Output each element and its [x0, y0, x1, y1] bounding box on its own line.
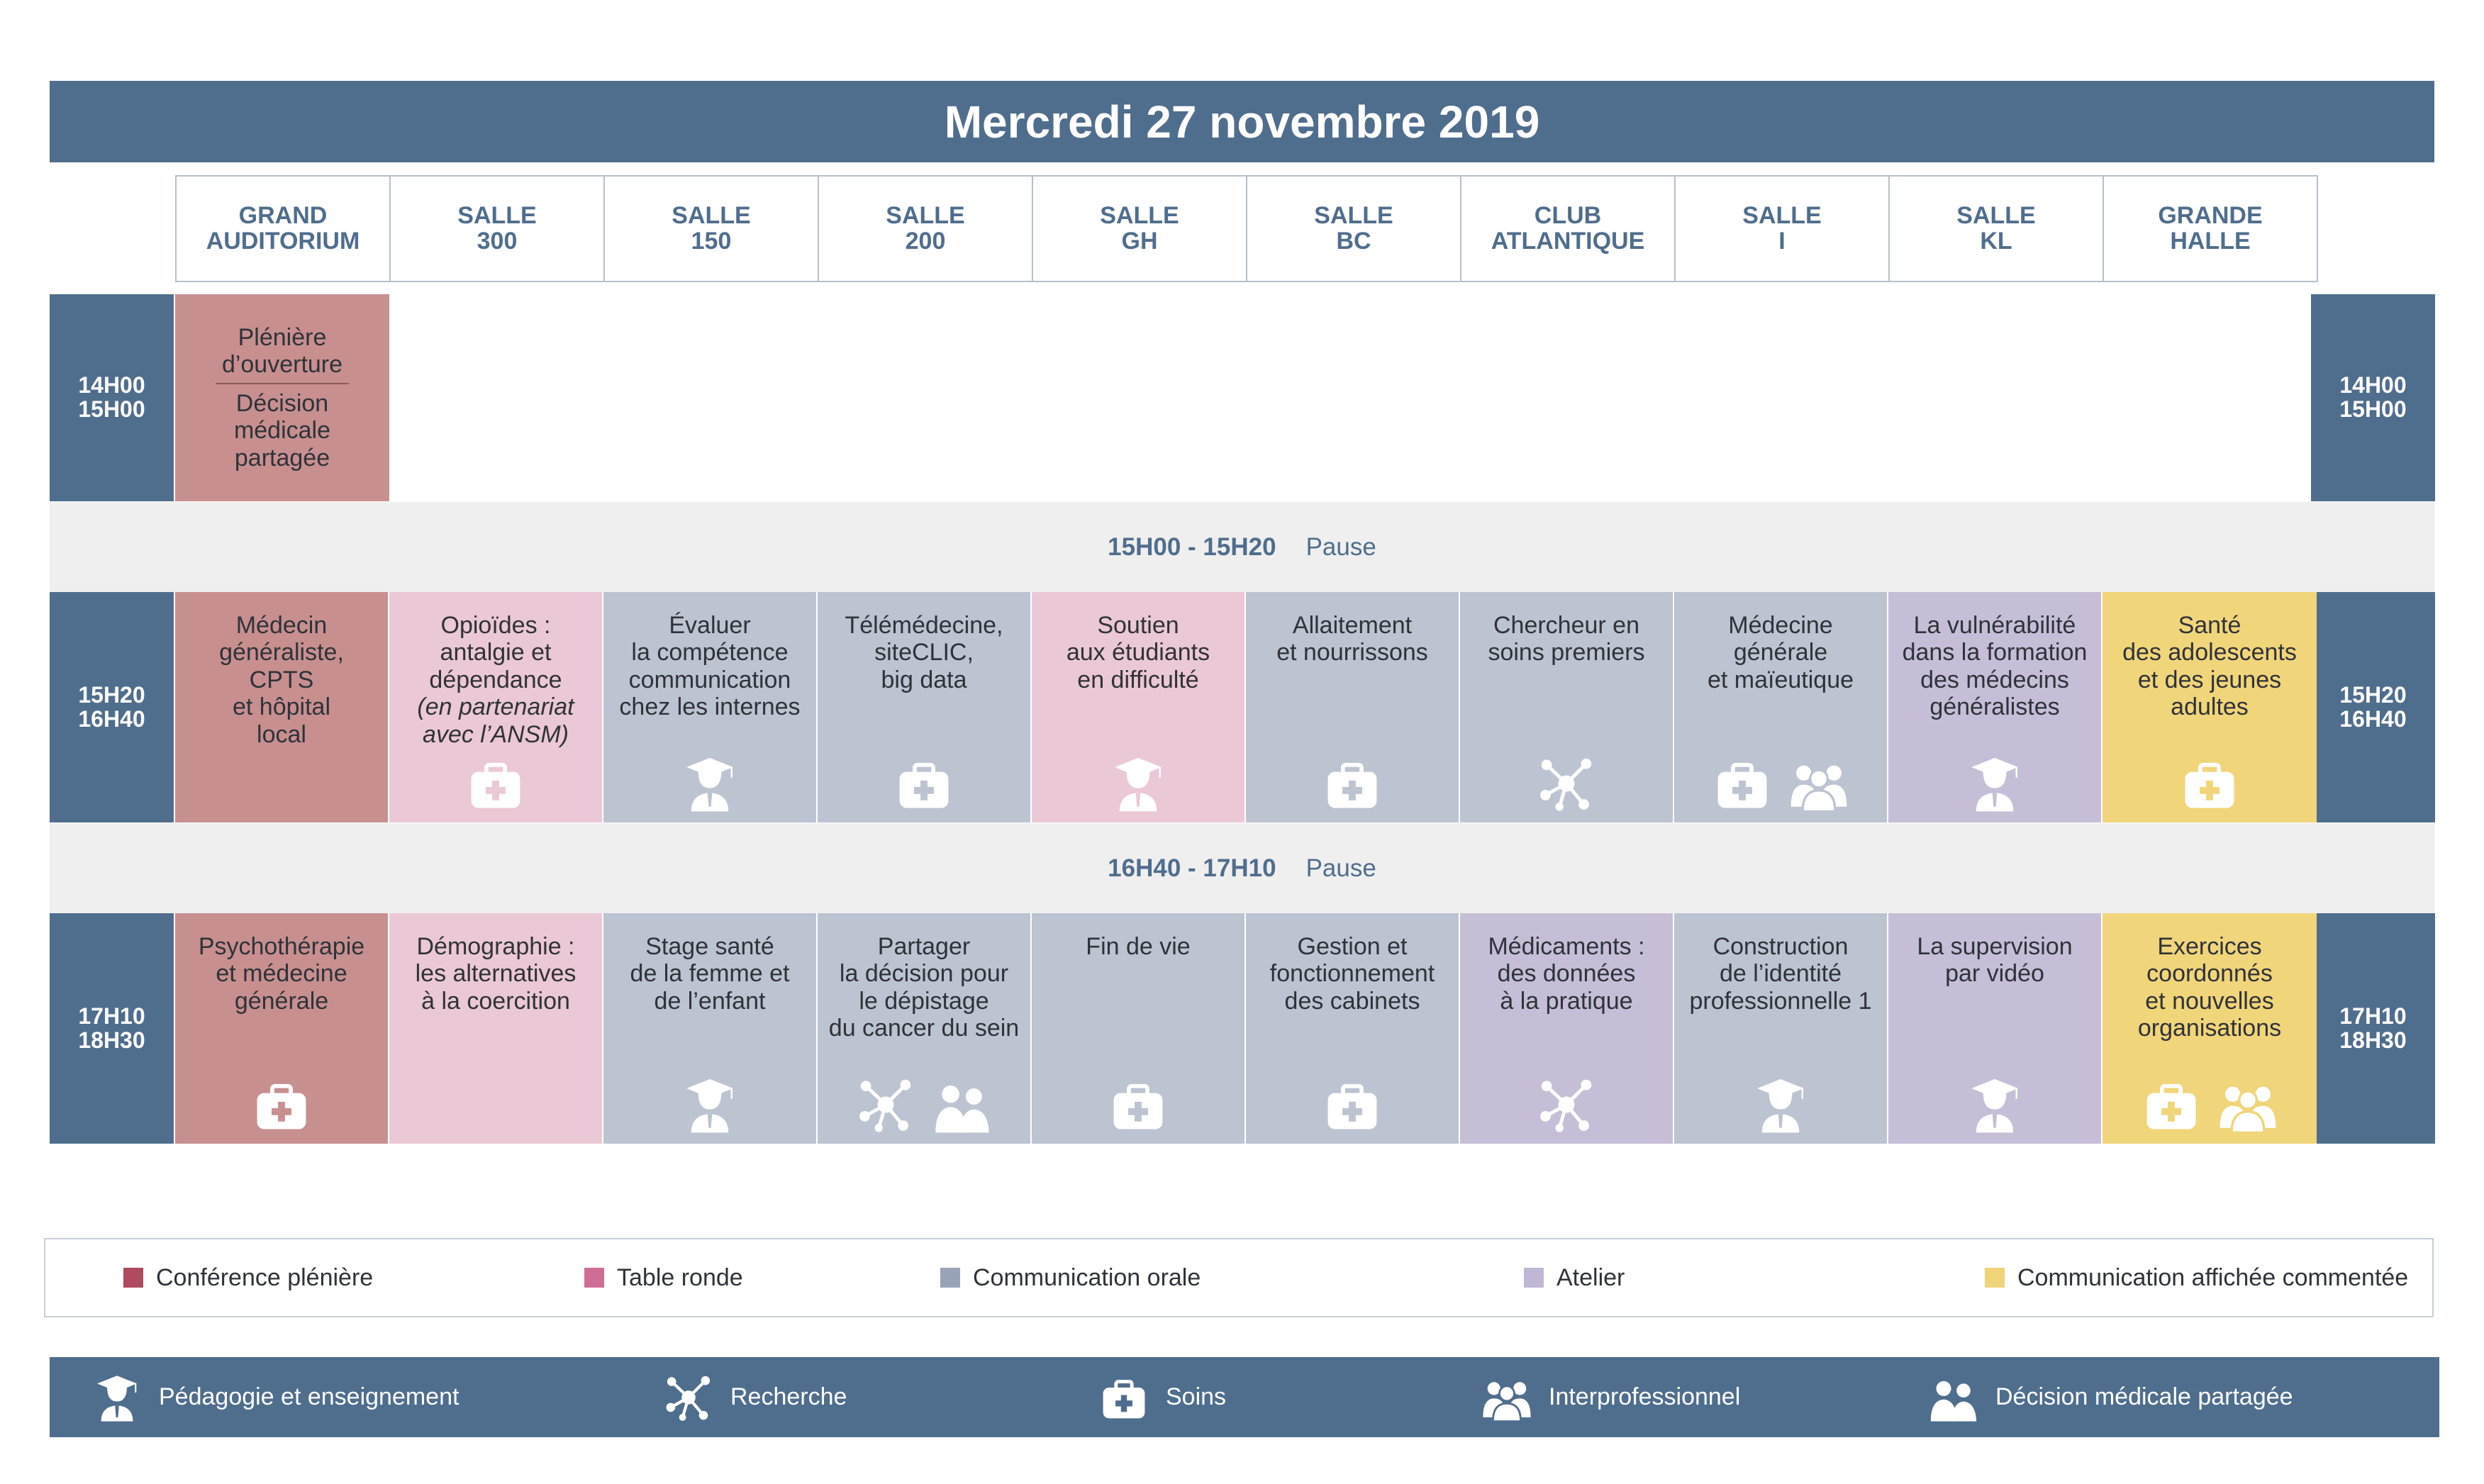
session-cell[interactable]	[1460, 592, 1673, 822]
session-cell[interactable]	[2103, 592, 2317, 822]
soins-icon	[252, 1076, 311, 1134]
session-icons	[818, 754, 1030, 813]
legend-item	[940, 1239, 1201, 1316]
recherche-icon	[1537, 1076, 1595, 1134]
room-header	[2103, 175, 2318, 282]
slot-end-time: 18H30	[78, 1027, 145, 1053]
session-title: Évaluer la compétence communication chez les internes	[619, 612, 801, 721]
time-slot-left	[50, 294, 174, 501]
slot-end-time: 15H00	[2339, 396, 2407, 422]
session-icons	[1246, 754, 1459, 813]
session-cell[interactable]	[1246, 913, 1459, 1144]
icon-legend-label: Pédagogie et enseignement	[159, 1383, 460, 1410]
room-header	[175, 175, 391, 282]
session-title: Exercices coordonnés et nouvelles organisations	[2137, 933, 2282, 1042]
room-name-line1: SALLE	[886, 201, 965, 229]
session-cell[interactable]	[1888, 913, 2101, 1144]
decision-icon	[1929, 1373, 1978, 1422]
recherche-icon	[664, 1373, 713, 1422]
session-cell[interactable]	[175, 592, 388, 822]
time-slot-right	[2311, 294, 2435, 501]
interpro-icon	[2219, 1076, 2277, 1134]
interpro-icon	[1482, 1373, 1532, 1422]
slot-start-time: 14H00	[2339, 372, 2407, 398]
session-icons	[1032, 754, 1244, 813]
session-icons	[2103, 754, 2317, 813]
pedagogie-icon	[1109, 754, 1167, 813]
room-name-line1: SALLE	[1100, 201, 1179, 229]
session-cell[interactable]	[1888, 592, 2101, 822]
session-icons	[1674, 1076, 1887, 1134]
legend-item	[123, 1239, 373, 1316]
legend-swatch	[1524, 1268, 1544, 1288]
soins-icon	[1323, 1076, 1381, 1134]
room-header	[1674, 175, 1890, 282]
session-title: Fin de vie	[1086, 933, 1191, 960]
legend-item	[1524, 1239, 1625, 1316]
legend-item	[584, 1239, 743, 1316]
room-name-line2: KL	[1980, 227, 2012, 255]
session-cell[interactable]	[389, 592, 602, 822]
session-cell[interactable]	[389, 913, 602, 1144]
slot-end-time: 18H30	[2339, 1027, 2407, 1053]
room-name-line1: SALLE	[457, 201, 537, 229]
pause-band	[50, 502, 2434, 592]
category-legend	[44, 1238, 2434, 1317]
page-title: Mercredi 27 novembre 2019	[50, 81, 2434, 162]
room-name-line2: BC	[1336, 227, 1371, 255]
icon-legend-item	[92, 1357, 459, 1437]
session-divider	[216, 383, 349, 384]
session-title: Soutien aux étudiants en difficulté	[1066, 612, 1210, 693]
pedagogie-icon	[1966, 754, 2024, 813]
room-header	[1246, 175, 1461, 282]
room-name-line1: SALLE	[1956, 201, 2036, 229]
session-cell[interactable]	[818, 592, 1030, 822]
legend-label: Conférence plénière	[156, 1263, 374, 1291]
session-title: Télémédecine, siteCLIC, big data	[845, 612, 1003, 693]
session-cell[interactable]	[1032, 913, 1244, 1144]
interpro-icon	[1790, 754, 1848, 813]
session-icons	[1246, 1076, 1459, 1134]
pedagogie-icon	[681, 754, 739, 813]
soins-icon	[2181, 754, 2239, 813]
legend-label: Atelier	[1556, 1263, 1625, 1291]
slot-start-time: 15H20	[2339, 681, 2407, 708]
session-icons	[2103, 1076, 2317, 1134]
session-title: Médecine générale et maïeutique	[1707, 612, 1854, 693]
pause-label: Pause	[1305, 532, 1376, 561]
icon-legend-label: Soins	[1166, 1383, 1227, 1410]
time-slot-right	[2311, 592, 2435, 822]
slot-start-time: 15H20	[78, 681, 145, 708]
session-title: Construction de l’identité professionnelle 1	[1689, 933, 1872, 1015]
session-title: Santé des adolescents et des jeunes adultes	[2122, 612, 2297, 721]
room-name-line2: ATLANTIQUE	[1491, 227, 1645, 255]
room-name-line2: 150	[691, 227, 732, 255]
session-note: (en partenariat avec l’ANSM)	[417, 693, 574, 748]
legend-label: Communication orale	[973, 1263, 1201, 1291]
pedagogie-icon	[92, 1373, 142, 1422]
session-icons	[1032, 1076, 1244, 1134]
recherche-icon	[1537, 754, 1595, 813]
session-title: Plénière d’ouverture	[221, 324, 343, 379]
session-icons	[1460, 754, 1673, 813]
session-title: Médecin généraliste, CPTS et hôpital local	[219, 612, 344, 748]
room-name-line1: GRANDE	[2158, 201, 2263, 229]
session-icons	[603, 1076, 816, 1134]
legend-swatch	[123, 1268, 143, 1288]
room-name-line1: SALLE	[672, 201, 751, 229]
icon-legend-item	[1099, 1357, 1226, 1437]
session-icons	[603, 754, 816, 813]
session-cell[interactable]	[2103, 913, 2317, 1144]
room-header	[603, 175, 819, 282]
soins-icon	[895, 754, 953, 813]
session-title: Opioïdes : antalgie et dépendance	[429, 612, 562, 693]
room-header	[1460, 175, 1676, 282]
session-cell[interactable]	[1032, 592, 1244, 822]
soins-icon	[1099, 1373, 1149, 1422]
session-icons	[175, 1076, 388, 1134]
session-title: Gestion et fonctionnement des cabinets	[1269, 933, 1435, 1015]
room-header	[389, 175, 605, 282]
soins-icon	[1109, 1076, 1167, 1134]
slot-end-time: 15H00	[78, 396, 145, 422]
time-slot-left	[50, 913, 174, 1144]
icon-legend-item	[664, 1357, 847, 1437]
session-icons	[1888, 754, 2101, 813]
slot-start-time: 17H10	[78, 1003, 145, 1029]
session-subtitle: Décision médicale partagée	[233, 389, 331, 472]
pause-band	[50, 823, 2434, 913]
legend-item	[1985, 1239, 2408, 1316]
session-icons	[1460, 1076, 1673, 1134]
legend-label: Communication affichée commentée	[2017, 1263, 2409, 1291]
room-name-line2: I	[1778, 227, 1786, 255]
room-name-line2: AUDITORIUM	[206, 227, 360, 255]
session-title: Partager la décision pour le dépistage du cancer du sein	[828, 933, 1020, 1042]
session-cell[interactable]	[603, 592, 816, 822]
pedagogie-icon	[681, 1076, 739, 1134]
icon-legend	[50, 1357, 2439, 1437]
room-name-line2: 200	[905, 227, 946, 255]
pause-label: Pause	[1305, 854, 1376, 882]
time-slot-right	[2311, 913, 2435, 1144]
session-cell[interactable]	[603, 913, 816, 1144]
soins-icon	[2142, 1076, 2200, 1134]
session-cell[interactable]	[175, 913, 388, 1144]
room-name-line1: SALLE	[1314, 201, 1393, 229]
session-icons	[1674, 754, 1887, 813]
pause-time: 15H00 - 15H20	[1108, 532, 1276, 561]
session-title: Chercheur en soins premiers	[1488, 612, 1645, 666]
legend-swatch	[940, 1268, 960, 1288]
session-icons	[818, 1076, 1030, 1134]
soins-icon	[1713, 754, 1771, 813]
session-title: Médicaments : des données à la pratique	[1488, 933, 1645, 1015]
session-cell[interactable]	[1460, 913, 1673, 1144]
session-title: Stage santé de la femme et de l’enfant	[630, 933, 790, 1015]
session-title: La vulnérabilité dans la formation des médecins généralistes	[1902, 612, 2088, 721]
room-name-line1: GRAND	[238, 201, 328, 229]
icon-legend-label: Interprofessionnel	[1549, 1383, 1741, 1410]
session-title: Allaitement et nourrissons	[1276, 612, 1428, 666]
soins-icon	[467, 754, 525, 813]
session-cell[interactable]	[1246, 592, 1459, 822]
session-title: Psychothérapie et médecine générale	[198, 933, 365, 1015]
session-opening-plenary[interactable]	[175, 294, 389, 501]
icon-legend-item	[1482, 1357, 1740, 1437]
pause-time: 16H40 - 17H10	[1108, 854, 1276, 882]
room-name-line1: CLUB	[1534, 201, 1602, 229]
session-icons	[1888, 1076, 2101, 1134]
room-name-line1: SALLE	[1742, 201, 1822, 229]
session-title: Démographie : les alternatives à la coercition	[415, 933, 577, 1015]
session-title: La supervision par vidéo	[1917, 933, 2073, 988]
icon-legend-label: Décision médicale partagée	[1995, 1383, 2293, 1410]
slot-end-time: 16H40	[78, 705, 145, 732]
time-slot-left	[50, 592, 174, 822]
room-header	[1032, 175, 1247, 282]
session-cell[interactable]	[1674, 913, 1887, 1144]
room-name-line2: 300	[477, 227, 518, 255]
room-header	[1888, 175, 2104, 282]
room-header	[818, 175, 1033, 282]
pedagogie-icon	[1751, 1076, 1810, 1134]
decision-icon	[933, 1076, 991, 1134]
slot-start-time: 17H10	[2339, 1003, 2407, 1029]
soins-icon	[1323, 754, 1381, 813]
session-icons	[389, 754, 602, 813]
icon-legend-label: Recherche	[730, 1383, 847, 1410]
legend-swatch	[1985, 1268, 2005, 1288]
slot-start-time: 14H00	[78, 372, 145, 398]
session-cell[interactable]	[1674, 592, 1887, 822]
pedagogie-icon	[1966, 1076, 2024, 1134]
session-cell[interactable]	[818, 913, 1030, 1144]
recherche-icon	[857, 1076, 915, 1134]
room-name-line2: HALLE	[2170, 227, 2251, 255]
icon-legend-item	[1929, 1357, 2293, 1437]
slot-end-time: 16H40	[2339, 705, 2407, 732]
room-name-line2: GH	[1121, 227, 1158, 255]
legend-swatch	[584, 1268, 604, 1288]
legend-label: Table ronde	[617, 1263, 743, 1291]
